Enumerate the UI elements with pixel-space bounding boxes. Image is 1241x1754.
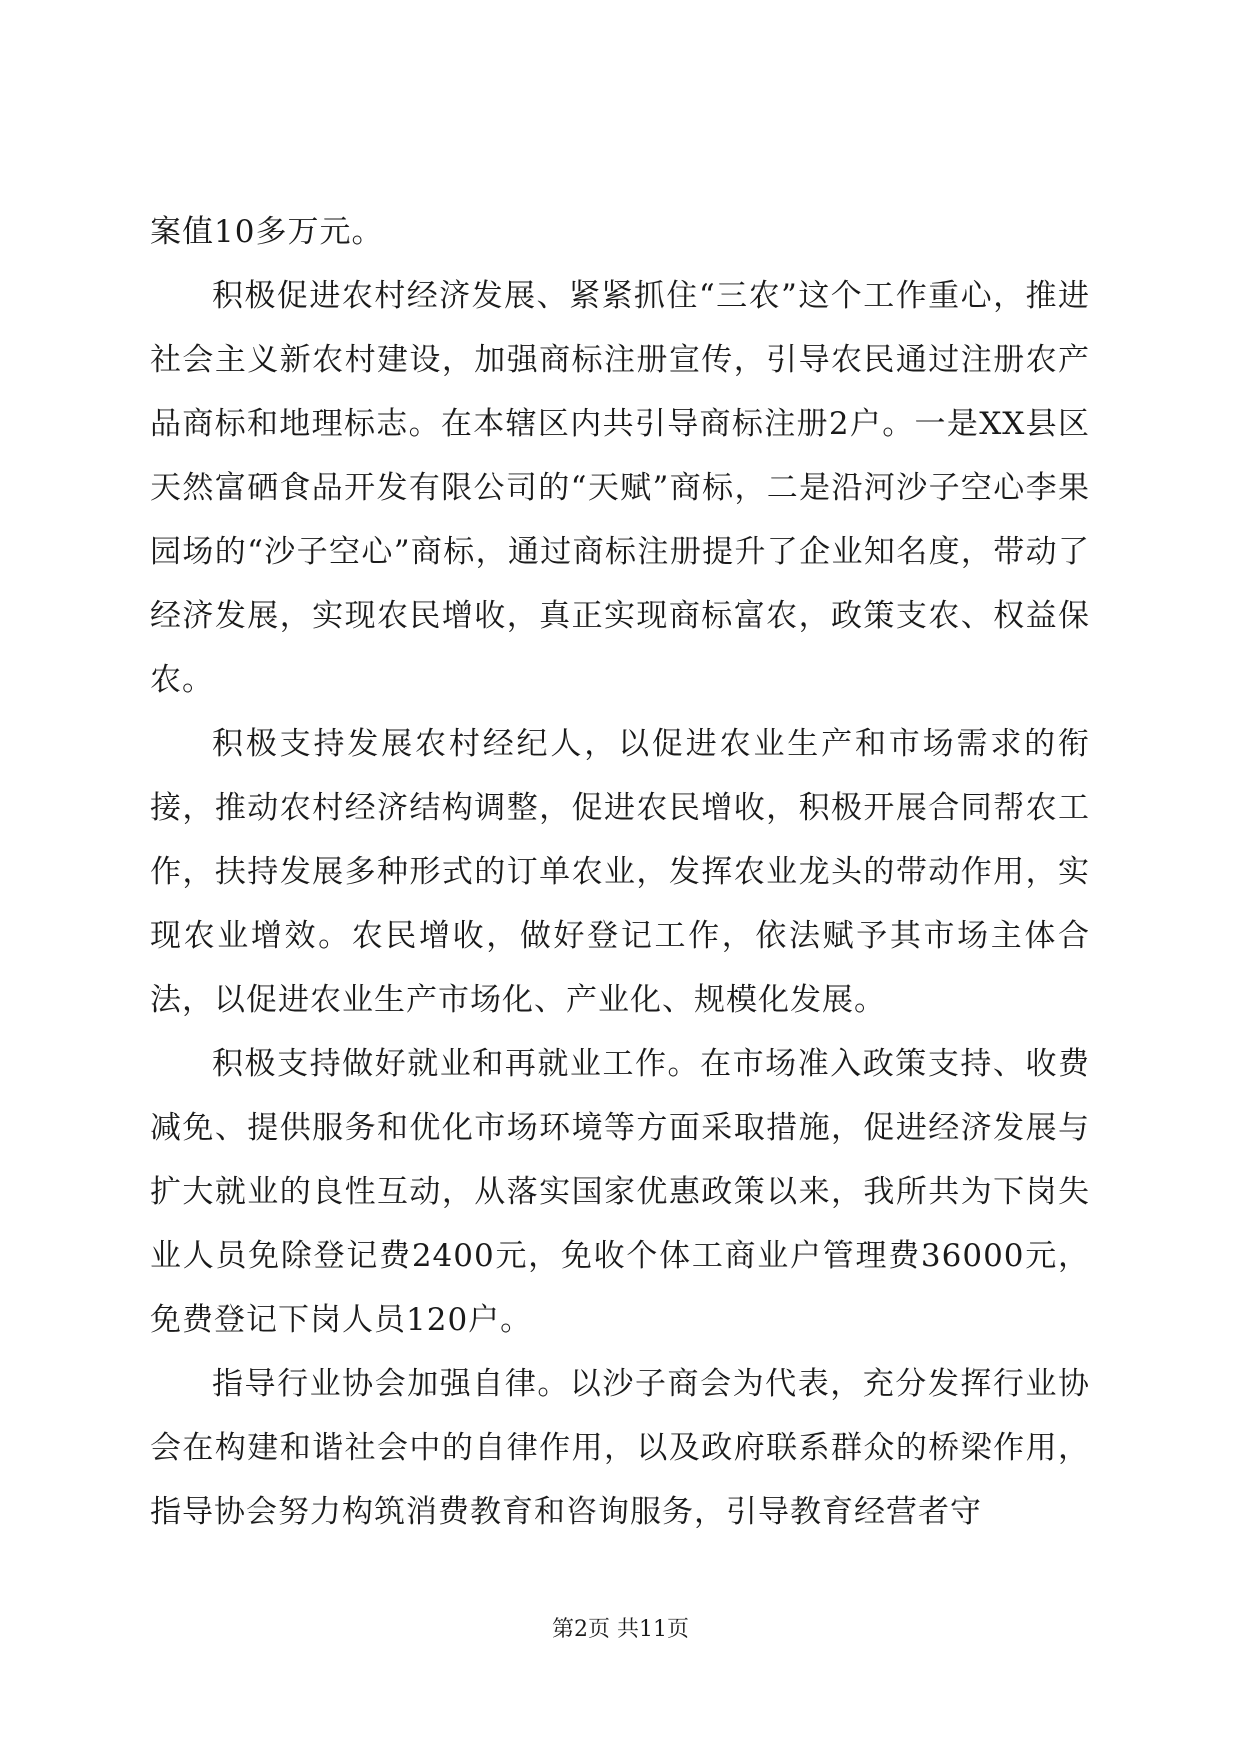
paragraph-employment: 积极支持做好就业和再就业工作。在市场准入政策支持、收费减免、提供服务和优化市场环境等方面采取措施，促进经济发展与扩大就业的良性互动，从落实国家优惠政策以来，我所共为下岗失业人员免除登记费2400元，免收个体工商业户管理费36000元，免费登记下岗人员120户。 xyxy=(150,1046,1090,1338)
page-number-footer: 第2页 共11页 xyxy=(552,1617,689,1642)
paragraph-rural-brokers: 积极支持发展农村经纪人，以促进农业生产和市场需求的衔接，推动农村经济结构调整，促进农民增收，积极开展合同帮农工作，扶持发展多种形式的订单农业，发挥农业龙头的带动作用，实现农业增效。农民增收，做好登记工作，依法赋予其市场主体合法，以促进农业生产市场化、产业化、规模化发展。 xyxy=(150,726,1090,1018)
paragraph-trademark-registration: 积极促进农村经济发展、紧紧抓住“三农”这个工作重心，推进社会主义新农村建设，加强商标注册宣传，引导农民通过注册农产品商标和地理标志。在本辖区内共引导商标注册2户。一是XX县区天然富硒食品开发有限公司的“天赋”商标，二是沿河沙子空心李果园场的“沙子空心”商标，通过商标注册提升了企业知名度，带动了经济发展，实现农民增收，真正实现商标富农，政策支农、权益保农。 xyxy=(150,278,1090,698)
paragraph-continuation: 案值10多万元。 xyxy=(150,214,384,250)
paragraph-industry-association: 指导行业协会加强自律。以沙子商会为代表，充分发挥行业协会在构建和谐社会中的自律作用，以及政府联系群众的桥梁作用，指导协会努力构筑消费教育和咨询服务，引导教育经营者守 xyxy=(150,1366,1090,1530)
body-text xyxy=(150,200,1090,1544)
